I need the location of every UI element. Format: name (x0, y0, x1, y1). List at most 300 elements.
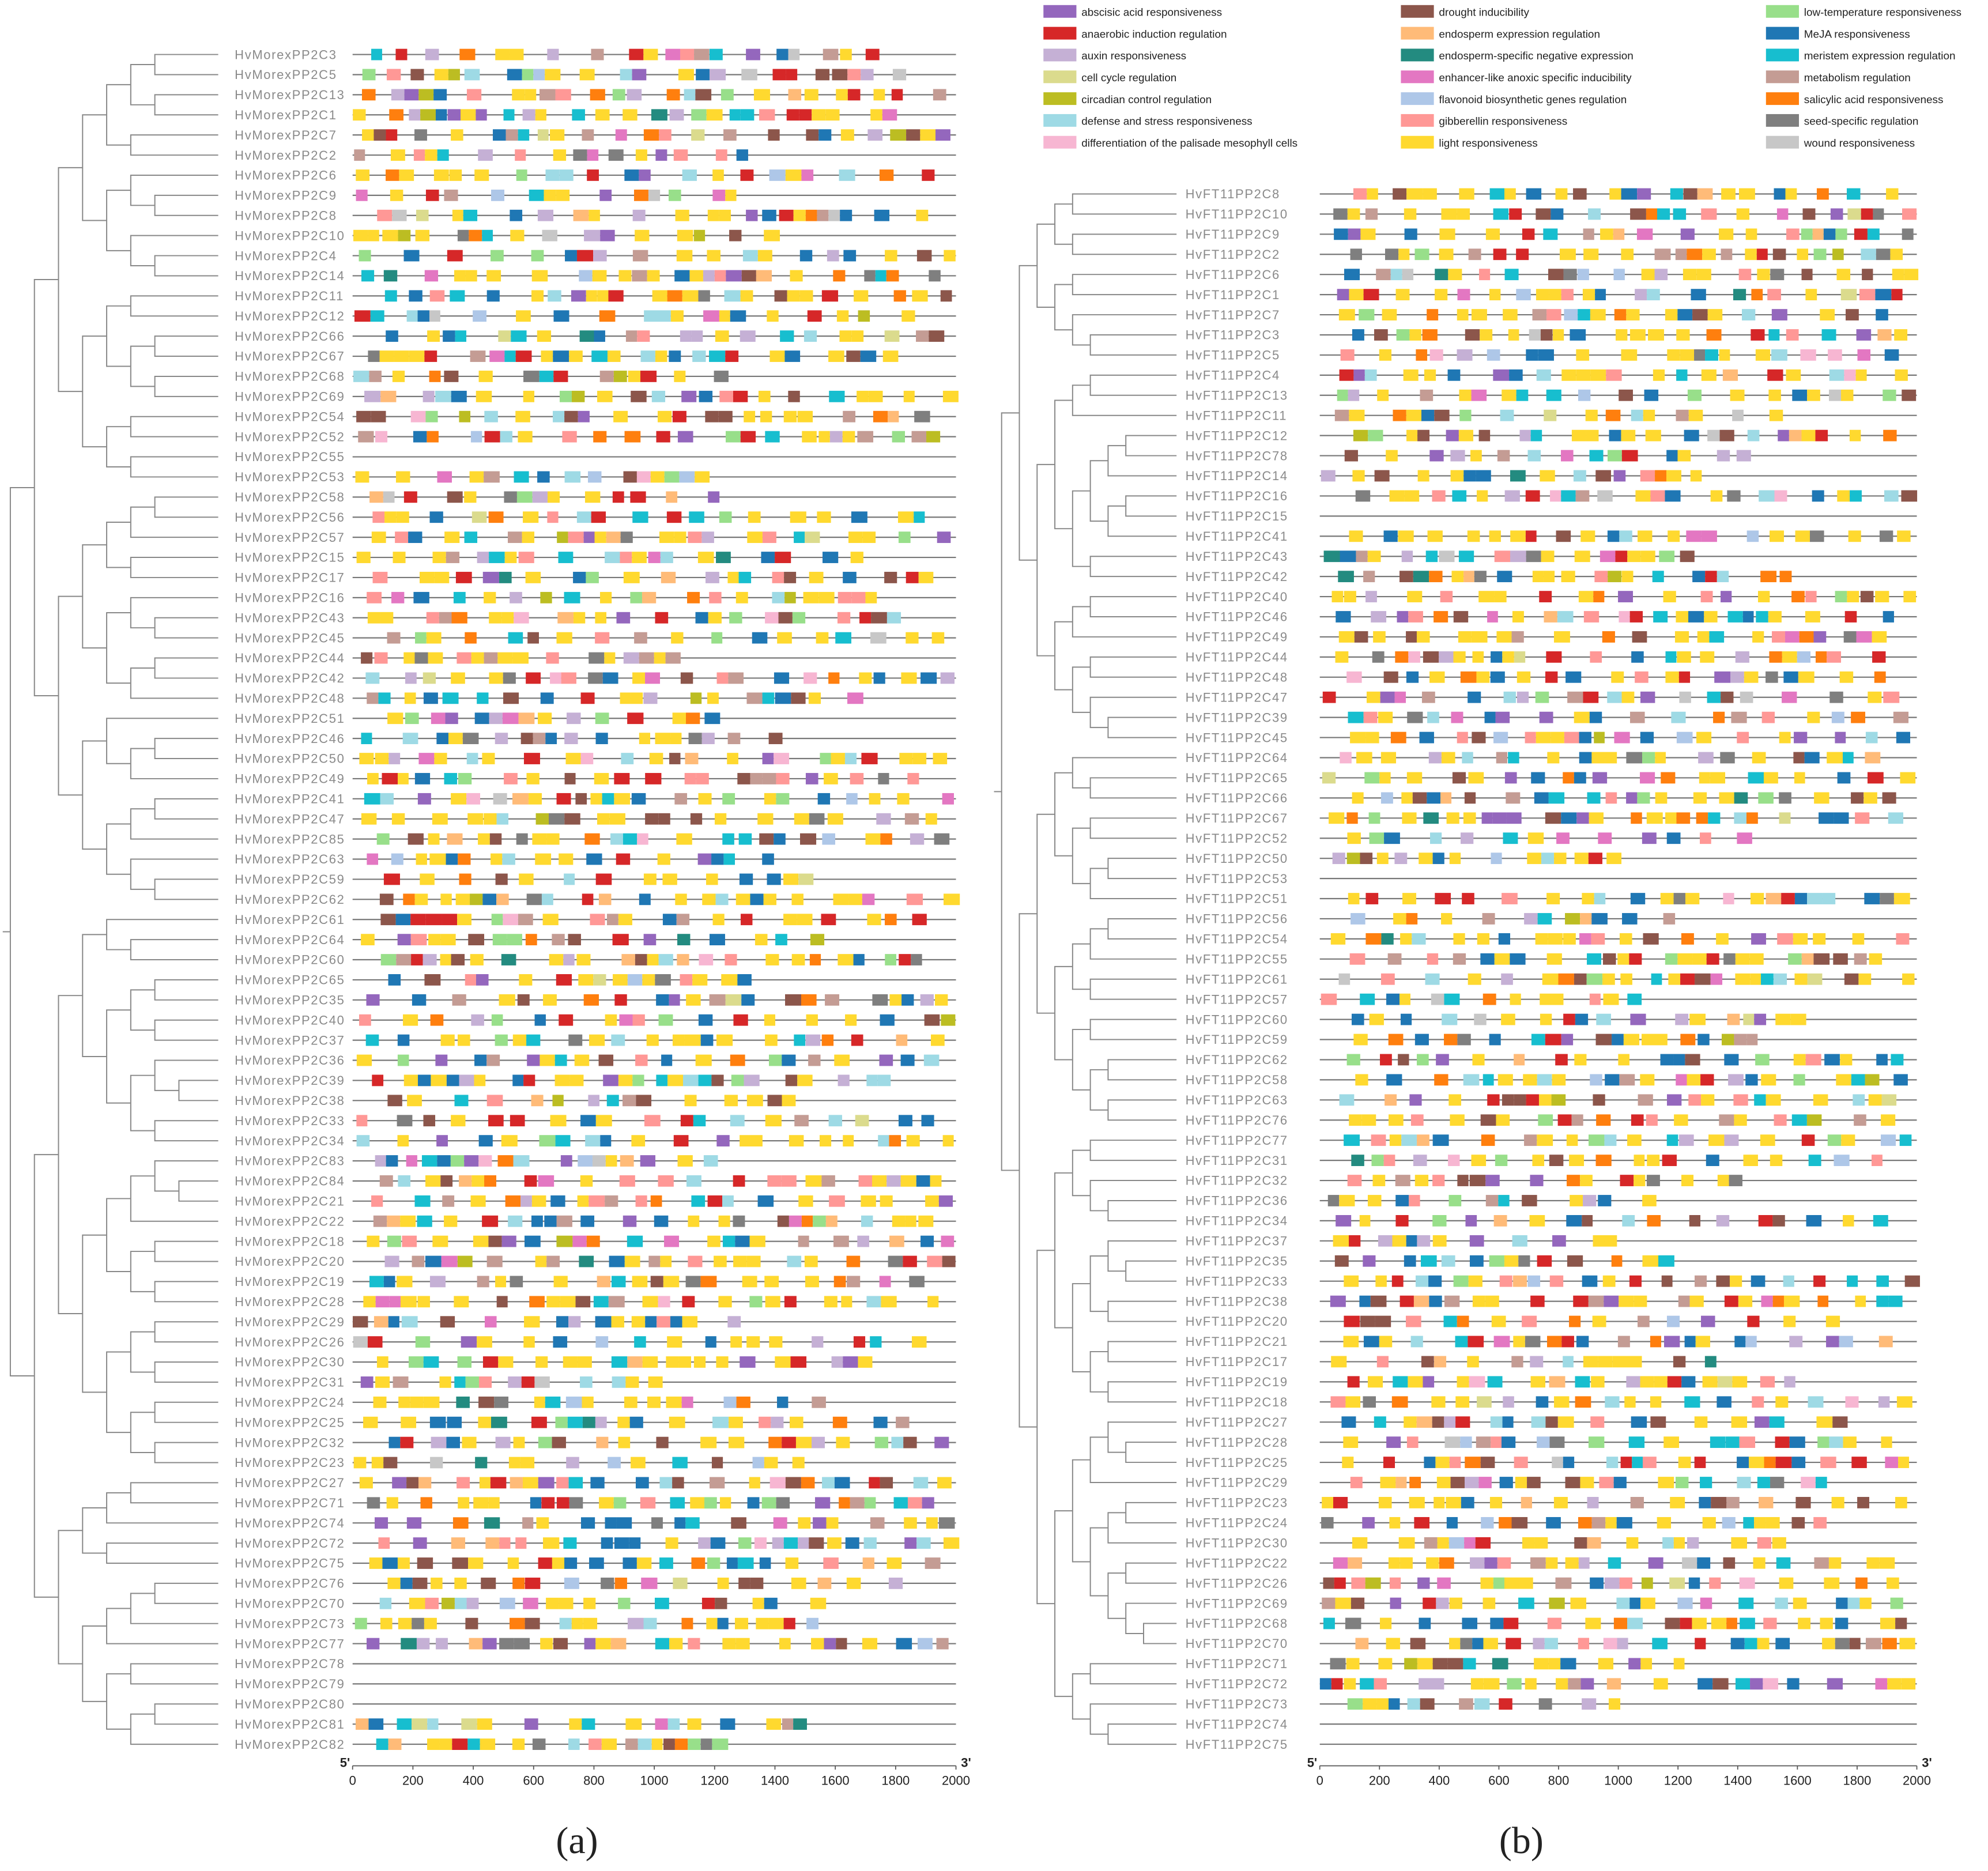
cis-element-box (1569, 1316, 1580, 1327)
cis-element-box (356, 169, 369, 181)
cis-element-box (941, 673, 955, 684)
cis-element-box (1516, 289, 1530, 300)
cis-element-box (1563, 269, 1576, 280)
cis-element-box (1737, 732, 1749, 744)
cis-element-box (459, 1075, 474, 1087)
cis-element-box (1493, 369, 1509, 381)
cis-element-box (1802, 209, 1815, 220)
cis-element-box (1881, 1094, 1896, 1106)
gene-row (1186, 1576, 1917, 1590)
tree-branch (1037, 465, 1055, 656)
cis-element-box (812, 1336, 823, 1348)
cis-element-box (655, 974, 671, 986)
legend-label: wound responsiveness (1804, 137, 1915, 150)
cis-element-box (695, 471, 710, 483)
tree-branch (1091, 657, 1177, 677)
gene-label: HvFT11PP2C55 (1185, 952, 1288, 967)
gene-label: HvMorexPP2C76 (235, 1576, 345, 1591)
cis-element-box (1591, 933, 1605, 945)
cis-element-box (1434, 1356, 1446, 1368)
cis-element-box (797, 1075, 812, 1087)
cis-element-box (1740, 1436, 1756, 1448)
cis-element-box (1414, 1296, 1429, 1307)
cis-element-box (669, 1417, 685, 1428)
cis-element-box (680, 49, 694, 61)
cis-element-box (681, 673, 693, 684)
cis-element-box (1574, 974, 1587, 985)
cis-element-box (1628, 1658, 1640, 1669)
cis-element-box (1807, 893, 1822, 904)
cis-element-box (922, 1497, 934, 1508)
gene-row (1186, 207, 1917, 221)
cis-element-box (918, 1216, 933, 1227)
cis-element-box (1607, 692, 1621, 703)
cis-element-box (1681, 1175, 1693, 1186)
cis-element-box (1461, 672, 1477, 683)
cis-element-box (1621, 349, 1637, 361)
cis-element-box (1590, 1578, 1604, 1589)
cis-element-box (1591, 1376, 1605, 1387)
cis-element-box (605, 1195, 618, 1207)
cis-element-box (473, 1236, 489, 1247)
cis-element-box (887, 612, 901, 624)
gene-label: HvFT11PP2C50 (1185, 851, 1288, 866)
cis-element-box (360, 1477, 373, 1488)
gene-row (235, 550, 956, 565)
cis-element-box (1479, 269, 1490, 280)
cis-element-box (609, 1256, 625, 1268)
cis-element-box (1550, 491, 1561, 502)
cis-element-box (1836, 1074, 1851, 1085)
cis-element-box (749, 1477, 760, 1488)
cis-element-box (595, 1638, 610, 1650)
cis-element-box (1596, 1014, 1611, 1025)
gene-label: HvFT11PP2C11 (1185, 408, 1288, 423)
cis-element-box (1754, 1517, 1766, 1529)
cis-element-box (901, 1055, 915, 1066)
cis-element-box (1605, 1074, 1619, 1085)
cis-element-box (567, 712, 580, 724)
cis-element-box (1642, 1034, 1654, 1046)
cis-element-box (1700, 1074, 1714, 1085)
cis-element-box (737, 773, 750, 784)
cis-element-box (707, 109, 723, 120)
cis-element-box (777, 632, 792, 644)
legend-item (1766, 5, 1961, 19)
cis-element-box (1514, 651, 1525, 663)
cis-element-box (614, 793, 630, 805)
cis-element-box (1495, 550, 1510, 562)
cis-element-box (1680, 1618, 1692, 1629)
cis-element-box (1722, 1034, 1734, 1046)
cis-element-box (904, 1537, 916, 1549)
cis-element-box (423, 1115, 435, 1126)
cis-element-box (1640, 1074, 1654, 1085)
cis-element-box (1451, 470, 1464, 482)
cis-element-box (1840, 672, 1853, 683)
cis-element-box (461, 1718, 477, 1730)
cis-element-box (1717, 450, 1730, 462)
cis-element-box (698, 552, 714, 563)
cis-element-box (1381, 792, 1393, 804)
cis-element-box (510, 230, 524, 242)
gene-row (1186, 308, 1917, 322)
cis-element-box (673, 411, 686, 423)
cis-element-box (1655, 752, 1666, 764)
cis-element-box (1786, 369, 1801, 381)
cis-element-box (1627, 994, 1642, 1005)
cis-element-box (1841, 390, 1853, 401)
cis-element-box (1675, 1014, 1688, 1025)
tree-branch (155, 376, 218, 397)
cis-element-box (706, 874, 718, 885)
cis-element-box (1578, 269, 1589, 280)
cis-element-box (763, 753, 774, 764)
cis-element-box (651, 109, 667, 120)
cis-element-box (1458, 631, 1472, 643)
cis-element-box (937, 1638, 949, 1650)
cis-element-box (550, 673, 561, 684)
legend-swatch (1766, 5, 1799, 18)
cis-element-box (564, 813, 580, 825)
cis-element-box (1620, 974, 1632, 985)
cis-element-box (1885, 349, 1899, 361)
cis-element-box (584, 230, 600, 242)
tree-branch (1073, 194, 1176, 214)
cis-element-box (1322, 1598, 1335, 1609)
tree-branch (1091, 335, 1177, 355)
cis-element-box (425, 411, 437, 423)
cis-element-box (1563, 772, 1574, 784)
cis-element-box (805, 1256, 818, 1268)
gene-row (235, 188, 956, 203)
cis-element-box (1363, 1255, 1375, 1267)
cis-element-box (555, 1075, 570, 1087)
cis-element-box (1407, 591, 1422, 602)
cis-element-box (1805, 591, 1816, 602)
cis-element-box (1583, 248, 1598, 260)
tree-branch (59, 597, 83, 795)
cis-element-box (725, 190, 736, 201)
gene-row (235, 1194, 956, 1209)
cis-element-box (374, 1316, 388, 1327)
cis-element-box (929, 270, 940, 282)
cis-element-box (762, 1497, 776, 1508)
cis-element-box (1340, 752, 1352, 764)
cis-element-box (1882, 1638, 1896, 1650)
cis-element-box (701, 1035, 714, 1046)
cis-element-box (424, 350, 437, 362)
cis-element-box (1439, 1557, 1454, 1569)
cis-element-box (489, 350, 504, 362)
cis-element-box (484, 1517, 500, 1529)
cis-element-box (600, 371, 614, 382)
cis-element-box (712, 190, 725, 201)
cis-element-box (607, 1095, 619, 1106)
cis-element-box (1832, 712, 1844, 723)
cis-element-box (1611, 672, 1624, 683)
cis-element-box (1813, 228, 1824, 240)
cis-element-box (1640, 1658, 1652, 1669)
cis-element-box (596, 1115, 612, 1126)
tree-branch (1055, 773, 1073, 856)
cis-element-box (564, 874, 575, 885)
legend-label: MeJA responsiveness (1804, 28, 1910, 41)
cis-element-box (1457, 732, 1468, 744)
cis-element-box (425, 914, 442, 925)
cis-element-box (1647, 1215, 1661, 1227)
cis-element-box (1392, 1276, 1404, 1287)
cis-element-box (1423, 1598, 1436, 1609)
cis-element-box (800, 250, 812, 262)
cis-element-box (1622, 913, 1638, 925)
gene-label: HvMorexPP2C51 (235, 711, 345, 726)
cis-element-box (711, 854, 723, 865)
gene-row (1186, 771, 1917, 785)
cis-element-box (1689, 1578, 1700, 1589)
cis-element-box (1404, 1658, 1417, 1669)
cis-element-box (1389, 1698, 1400, 1710)
cis-element-box (1612, 1034, 1624, 1046)
cis-element-box (1436, 1598, 1448, 1609)
tick-label: 600 (1488, 1773, 1510, 1788)
gene-row (1186, 831, 1917, 846)
cis-element-box (489, 673, 503, 684)
cis-element-box (644, 934, 657, 945)
cis-element-box (1495, 953, 1510, 965)
cis-element-box (1901, 491, 1917, 502)
cis-element-box (1789, 1336, 1802, 1348)
tree-branch (1126, 1261, 1176, 1281)
cis-element-box (1459, 550, 1474, 562)
cis-element-box (1522, 1537, 1534, 1549)
cis-element-box (1480, 953, 1494, 965)
cis-element-box (484, 1175, 496, 1187)
cis-element-box (1702, 248, 1716, 260)
cis-element-box (1556, 188, 1568, 200)
cis-element-box (1503, 832, 1518, 844)
cis-element-box (458, 1356, 471, 1368)
cis-element-box (728, 673, 744, 684)
cis-element-box (591, 49, 603, 61)
tree-branch (131, 668, 218, 698)
cis-element-box (1389, 1517, 1400, 1529)
cis-element-box (1676, 248, 1687, 260)
cis-element-box (786, 169, 802, 181)
cis-element-box (503, 914, 518, 925)
cis-element-box (597, 290, 608, 301)
cis-element-box (366, 1035, 379, 1046)
cis-element-box (1876, 1296, 1888, 1307)
cis-element-box (359, 753, 374, 764)
cis-element-box (552, 1095, 563, 1106)
gene-row (235, 67, 956, 82)
cis-element-box (904, 1517, 917, 1529)
legend-label: differentiation of the palisade mesophyll cells (1081, 137, 1298, 150)
cis-element-box (374, 1216, 387, 1227)
cis-element-box (1685, 1336, 1696, 1348)
cis-element-box (1793, 1074, 1805, 1085)
cis-element-box (361, 733, 372, 744)
cis-element-box (478, 1155, 492, 1167)
cis-element-box (1598, 1658, 1613, 1669)
cis-element-box (796, 1437, 812, 1448)
cis-element-box (889, 1236, 904, 1247)
cis-element-box (789, 1135, 804, 1146)
cis-element-box (1764, 772, 1778, 784)
gene-label: HvMorexPP2C75 (235, 1556, 345, 1571)
cis-element-box (540, 89, 556, 100)
cis-element-box (1580, 1477, 1594, 1488)
cis-element-box (1813, 933, 1825, 945)
cis-element-box (1893, 1074, 1908, 1085)
cis-element-box (603, 1075, 618, 1087)
cis-element-box (1355, 1074, 1368, 1085)
legend-swatch (1401, 92, 1434, 105)
cis-element-box (1643, 410, 1655, 421)
cis-element-box (841, 129, 854, 141)
cis-element-box (440, 1175, 452, 1187)
cis-element-box (1444, 1316, 1457, 1327)
cis-element-box (749, 1296, 762, 1307)
cis-element-box (514, 471, 529, 483)
cis-element-box (642, 974, 655, 986)
cis-element-box (725, 1095, 738, 1106)
gene-label: HvFT11PP2C2 (1185, 247, 1280, 262)
cis-element-box (718, 1296, 731, 1307)
cis-element-box (458, 1035, 470, 1046)
cis-element-box (690, 1497, 704, 1508)
cis-element-box (914, 1477, 928, 1488)
legend-swatch (1401, 5, 1434, 18)
cis-element-box (731, 1075, 744, 1087)
cis-element-box (1800, 631, 1814, 643)
cis-element-box (412, 994, 426, 1006)
cis-element-box (1470, 1557, 1484, 1569)
tree-branch (1126, 1563, 1176, 1583)
cis-element-box (666, 1397, 682, 1408)
cis-element-box (373, 572, 388, 583)
cis-element-box (1510, 530, 1526, 542)
gene-row (1186, 1375, 1917, 1389)
cis-element-box (1608, 530, 1619, 542)
cis-element-box (1687, 1074, 1701, 1085)
cis-element-box (710, 934, 725, 945)
cis-element-box (1415, 1175, 1428, 1186)
cis-element-box (472, 511, 487, 523)
cis-element-box (876, 270, 887, 282)
cis-element-box (1650, 1336, 1661, 1348)
cis-element-box (424, 1356, 439, 1368)
cis-element-box (753, 1598, 764, 1609)
gene-label: HvMorexPP2C9 (235, 188, 337, 203)
tree-branch (1091, 1528, 1108, 1596)
cis-element-box (1808, 1396, 1824, 1408)
cis-element-box (1665, 309, 1677, 320)
cis-element-box (1674, 1054, 1685, 1066)
tick-label: 1200 (1663, 1773, 1692, 1788)
cis-element-box (1829, 369, 1844, 381)
cis-element-box (1752, 1396, 1764, 1408)
tree-branch (155, 1281, 218, 1302)
cis-element-box (786, 69, 797, 81)
gene-label: HvMorexPP2C18 (235, 1234, 345, 1249)
cis-element-box (1654, 1034, 1667, 1046)
cis-element-box (706, 572, 719, 583)
cis-element-box (1502, 651, 1514, 663)
cis-element-box (1583, 289, 1595, 300)
cis-element-box (595, 109, 610, 120)
cis-element-box (1473, 1296, 1485, 1307)
cis-element-box (1582, 1276, 1598, 1287)
legend-swatch (1043, 27, 1076, 40)
gene-row (1186, 912, 1917, 926)
cis-element-box (642, 592, 656, 603)
cis-element-box (792, 954, 805, 965)
cis-element-box (1647, 1155, 1659, 1166)
cis-element-box (861, 350, 877, 362)
cis-element-box (410, 1397, 424, 1408)
cis-element-box (532, 833, 546, 845)
cis-element-box (409, 1356, 424, 1368)
tick-label: 800 (583, 1773, 605, 1788)
cis-element-box (904, 391, 915, 402)
cis-element-box (1381, 933, 1393, 945)
gene-row (1186, 750, 1917, 765)
cis-element-box (1530, 1175, 1543, 1186)
cis-element-box (1323, 1618, 1335, 1629)
cis-element-box (1560, 248, 1576, 260)
cis-element-box (1861, 248, 1876, 260)
cis-element-box (1866, 1638, 1881, 1650)
cis-element-box (1600, 228, 1613, 240)
cis-element-box (701, 1738, 712, 1750)
cis-element-box (729, 612, 742, 624)
cis-element-box (1430, 832, 1442, 844)
cis-element-box (1353, 369, 1364, 381)
cis-element-box (574, 612, 585, 624)
cis-element-box (843, 572, 857, 583)
cis-element-box (1575, 1376, 1590, 1387)
cis-element-box (1752, 752, 1766, 764)
legend-item (1043, 5, 1222, 19)
cis-element-box (737, 974, 752, 986)
cis-element-box (1631, 410, 1643, 421)
cis-element-box (427, 431, 439, 443)
gene-label: HvFT11PP2C37 (1185, 1233, 1288, 1248)
cis-element-box (1451, 571, 1463, 582)
cis-element-box (1793, 1598, 1807, 1609)
cis-element-box (794, 210, 806, 221)
gene-row (1186, 368, 1917, 383)
cis-element-box (1476, 672, 1489, 683)
tree-branch (1091, 778, 1177, 798)
cis-element-box (1704, 611, 1717, 623)
cis-element-box (1665, 651, 1676, 663)
cis-element-box (696, 612, 708, 624)
cis-element-box (610, 833, 623, 845)
cis-element-box (359, 1014, 371, 1026)
cis-element-box (1539, 591, 1552, 602)
cis-element-box (691, 1557, 705, 1569)
cis-element-box (1393, 913, 1406, 925)
cis-element-box (533, 1738, 546, 1750)
cis-element-box (556, 190, 569, 201)
cis-element-box (874, 673, 885, 684)
cis-element-box (666, 491, 677, 503)
cis-element-box (1483, 994, 1496, 1005)
cis-element-box (852, 592, 866, 603)
